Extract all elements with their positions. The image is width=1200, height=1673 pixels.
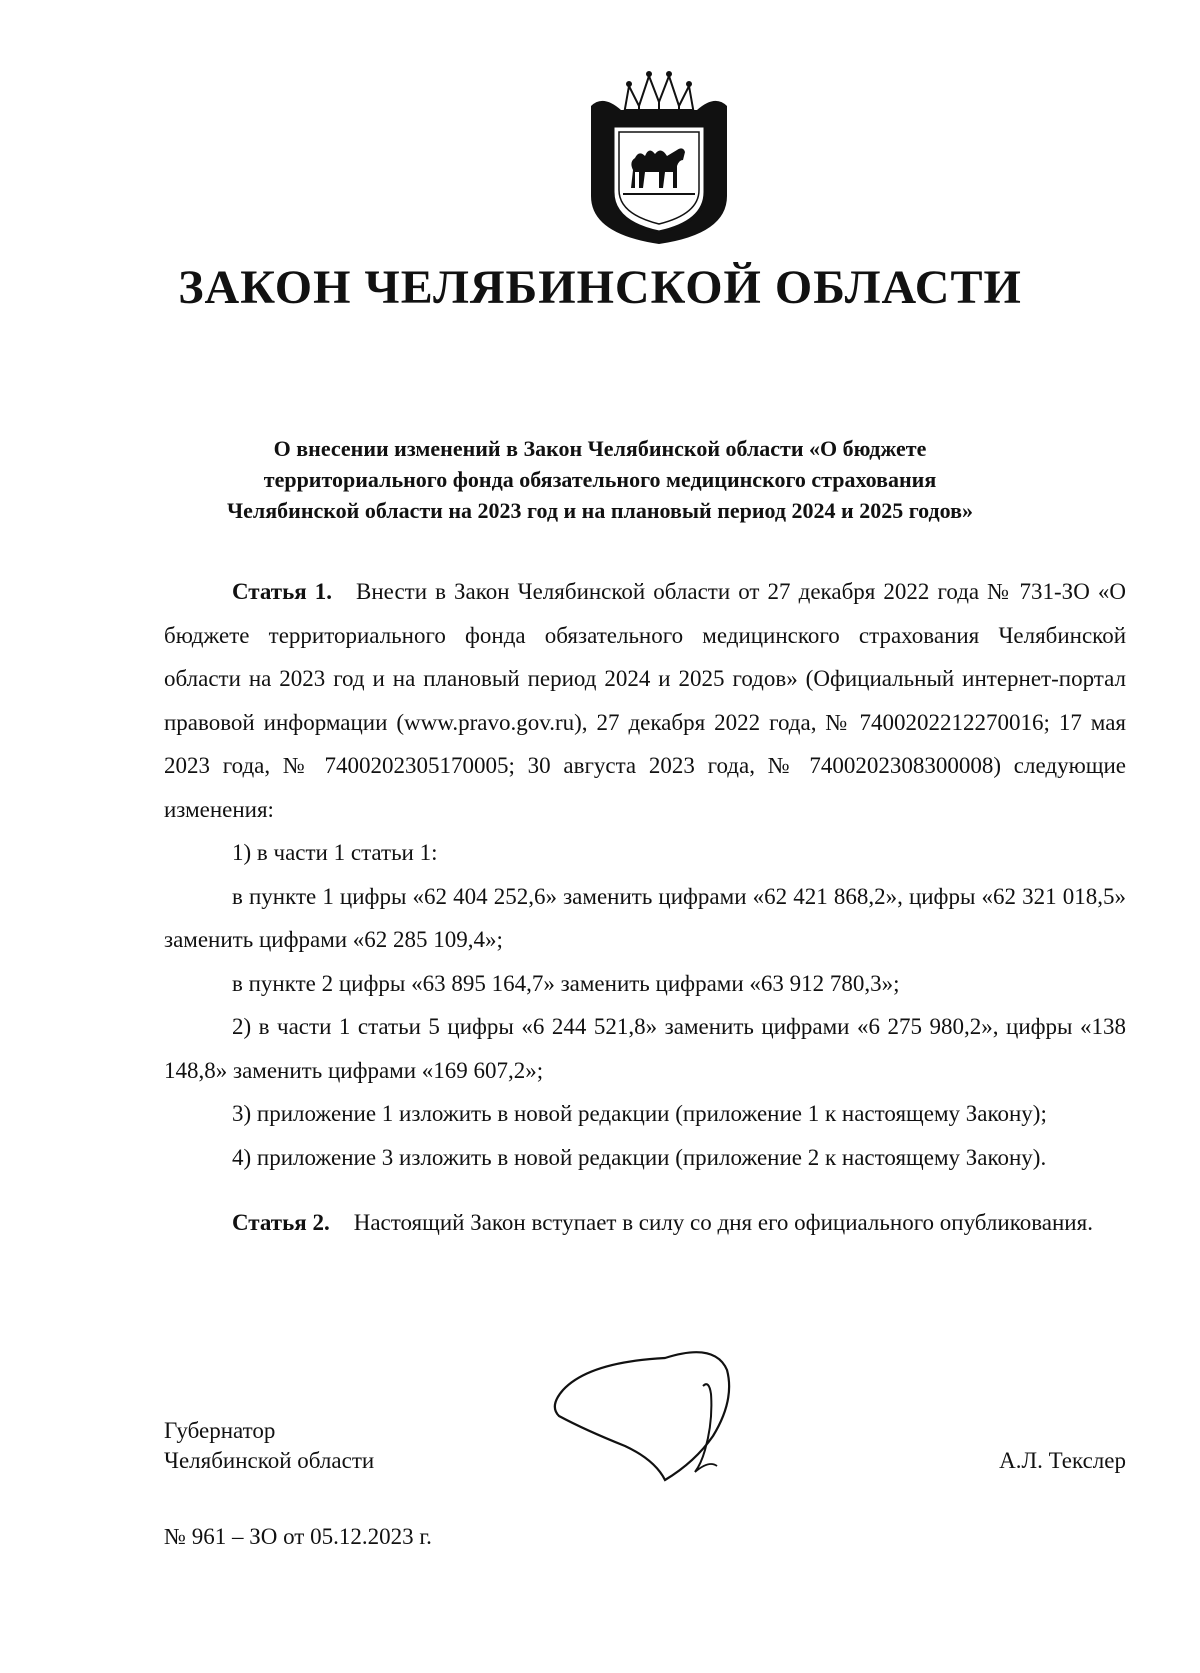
signer-line: Челябинской области	[164, 1448, 375, 1473]
law-subtitle	[150, 433, 1050, 526]
subtitle-line: территориального фонда обязательного медицинского страхования	[263, 467, 937, 492]
amendment-item: 1) в части 1 статьи 1:	[232, 840, 438, 865]
article-2-label: Статья 2.	[232, 1210, 330, 1235]
article-1-text: Внести в Закон Челябинской области от 27 декабря 2022 года № 731-ЗО «О бюджете территориального фонда обязательного медицинского страхования Челябинской области на 2023 год и на плановый период 2024 и 2025 годов» (Официальный интернет-портал правовой информации (www.pravo.gov.ru), 27 декабря 2022 года, № 7400202212270016; 17 мая 2023 года, № 7400202305170005; 30 августа 2023 года, № 7400202308300008) следующие изменения:	[164, 579, 1126, 822]
amendment-item: в пункте 1 цифры «62 404 252,6» заменить цифрами «62 421 868,2», цифры «62 321 018,5» заменить цифрами «62 285 109,4»;	[164, 883, 1126, 952]
article-2-text: Настоящий Закон вступает в силу со дня его официального опубликования.	[353, 1210, 1093, 1235]
article-2	[164, 1201, 1126, 1245]
signer-name: А.Л. Текслер	[999, 1448, 1126, 1473]
coat-of-arms-icon	[583, 66, 735, 246]
signer-title	[164, 1416, 374, 1476]
article-1-label: Статья 1.	[232, 579, 333, 604]
amendment-item: 2) в части 1 статьи 5 цифры «6 244 521,8» заменить цифрами «6 275 980,2», цифры «138 148,8» заменить цифрами «169 607,2»;	[164, 1014, 1126, 1083]
signature-icon	[545, 1340, 765, 1490]
law-number: № 961 – ЗО от 05.12.2023 г.	[164, 1524, 432, 1549]
amendment-item: в пункте 2 цифры «63 895 164,7» заменить цифрами «63 912 780,3»;	[232, 970, 900, 996]
subtitle-line: О внесении изменений в Закон Челябинской области «О бюджете	[273, 436, 927, 461]
article-1	[164, 570, 1126, 831]
amendment-item: 3) приложение 1 изложить в новой редакции (приложение 1 к настоящему Закону);	[232, 1101, 1047, 1126]
law-body	[164, 570, 1126, 1245]
amendment-item: 4) приложение 3 изложить в новой редакции (приложение 2 к настоящему Закону).	[232, 1144, 1047, 1170]
law-title: ЗАКОН ЧЕЛЯБИНСКОЙ ОБЛАСТИ	[178, 261, 1022, 314]
subtitle-line: Челябинской области на 2023 год и на плановый период 2024 и 2025 годов»	[226, 498, 973, 523]
signer-line: Губернатор	[164, 1418, 276, 1443]
